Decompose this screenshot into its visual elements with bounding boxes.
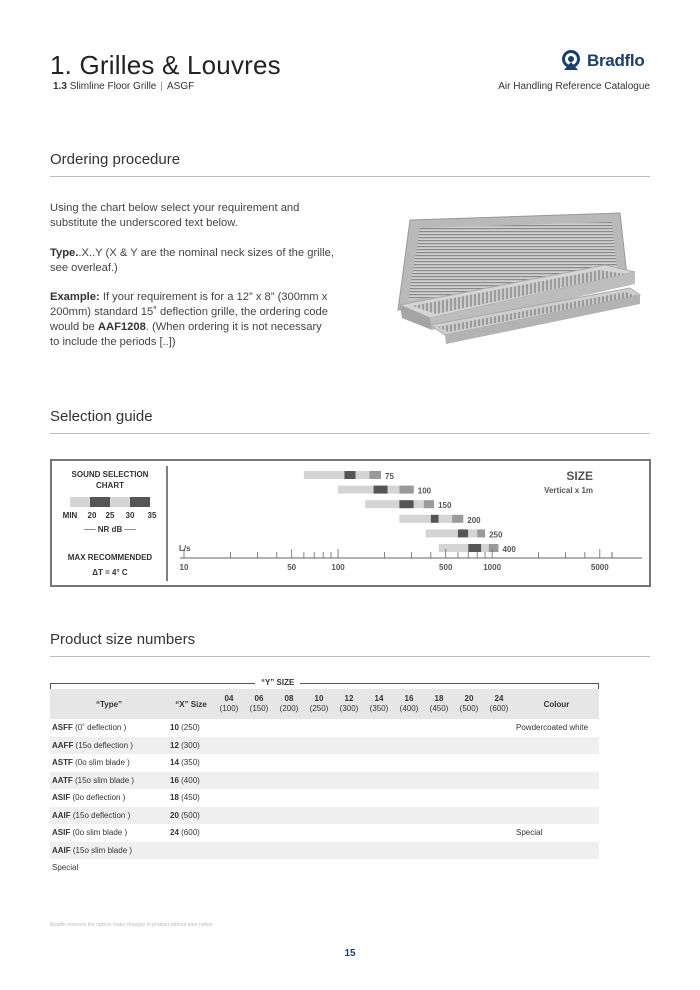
nr-label: 25 xyxy=(105,511,115,520)
y-cell xyxy=(364,737,394,755)
y-cell xyxy=(334,754,364,772)
y-cell xyxy=(244,789,274,807)
x-tick-label: 50 xyxy=(287,563,297,572)
bar-segment-250 xyxy=(468,529,477,537)
y-cell xyxy=(244,737,274,755)
nr-db-label: ── NR dB ── xyxy=(84,525,136,534)
colour-cell xyxy=(514,737,599,755)
y-cell xyxy=(394,737,424,755)
y-cell xyxy=(274,807,304,825)
y-cell xyxy=(424,754,454,772)
x-size-cell: 14 (350) xyxy=(170,758,200,768)
y-cell xyxy=(214,719,244,737)
y-cell xyxy=(424,842,454,860)
bar-segment-100 xyxy=(338,486,374,494)
col-x-size: “X” Size xyxy=(168,689,214,719)
y-cell xyxy=(214,789,244,807)
page-title: 1. Grilles & Louvres xyxy=(50,50,281,80)
type-cell: ASIF (0o deflection ) xyxy=(52,793,126,803)
bar-segment-75 xyxy=(344,471,355,479)
y-cell xyxy=(424,824,454,842)
bar-segment-400 xyxy=(468,544,481,552)
colour-cell xyxy=(514,842,599,860)
y-cell xyxy=(274,859,304,877)
y-cell xyxy=(454,859,484,877)
y-cell xyxy=(424,859,454,877)
y-cell xyxy=(304,789,334,807)
bar-segment-200 xyxy=(431,515,439,523)
y-cell xyxy=(424,772,454,790)
x-size-cell: 12 (300) xyxy=(168,737,214,755)
sound-selection-chart xyxy=(50,459,651,587)
y-cell xyxy=(274,842,304,860)
y-cell xyxy=(274,772,304,790)
y-cell xyxy=(454,719,484,737)
y-cell xyxy=(454,789,484,807)
bar-label: 250 xyxy=(489,530,503,540)
footer-note: Bradflo reserves the right to make changes to product without prior notice xyxy=(50,922,213,928)
table-row xyxy=(50,789,599,807)
col-y-size: 12 (300) xyxy=(334,689,364,719)
x-size-cell xyxy=(168,859,214,877)
bar-segment-150 xyxy=(365,500,399,508)
table-row xyxy=(50,719,599,737)
x-tick-label: 100 xyxy=(331,563,345,572)
ordering-heading: Ordering procedure xyxy=(50,151,650,177)
y-cell xyxy=(214,772,244,790)
bar-segment-100 xyxy=(388,486,400,494)
y-cell xyxy=(364,859,394,877)
y-cell xyxy=(304,772,334,790)
y-cell xyxy=(394,807,424,825)
colour-cell: Powdercoated white xyxy=(516,723,589,733)
table-row xyxy=(50,737,599,755)
y-cell xyxy=(244,807,274,825)
y-cell xyxy=(484,824,514,842)
table-row xyxy=(50,824,599,842)
col-y-size: 24 (600) xyxy=(484,689,514,719)
type-text: .X..Y (X & Y are the nominal neck sizes of the grille, see overleaf.) xyxy=(50,247,334,274)
col-y-size: 14 (350) xyxy=(364,689,394,719)
bar-label: 100 xyxy=(417,486,432,496)
bar-segment-250 xyxy=(477,529,485,537)
colour-cell xyxy=(514,754,599,772)
y-cell xyxy=(334,789,364,807)
bradflo-logo-icon xyxy=(560,50,582,72)
y-cell xyxy=(304,719,334,737)
example-label: Example: xyxy=(50,291,100,303)
y-cell xyxy=(364,789,394,807)
y-cell xyxy=(334,737,364,755)
y-cell xyxy=(274,824,304,842)
y-cell xyxy=(244,719,274,737)
brand-name: Bradflo xyxy=(587,51,645,70)
legend-swatch-30 xyxy=(130,497,150,507)
type-paragraph xyxy=(50,246,350,276)
y-cell xyxy=(274,789,304,807)
y-cell xyxy=(454,737,484,755)
col-type: “Type” xyxy=(50,689,168,719)
y-cell xyxy=(304,824,334,842)
y-cell xyxy=(274,754,304,772)
x-size-cell: 18 (450) xyxy=(170,793,200,803)
y-cell xyxy=(454,772,484,790)
x-tick-label: 500 xyxy=(439,563,453,572)
y-cell xyxy=(394,754,424,772)
y-cell xyxy=(364,842,394,860)
table-row xyxy=(50,807,599,825)
type-cell: Special xyxy=(52,863,79,873)
legend-title-1: SOUND SELECTION xyxy=(71,470,149,479)
bar-segment-250 xyxy=(458,529,468,537)
y-cell xyxy=(304,859,334,877)
col-colour: Colour xyxy=(514,689,599,719)
x-size-cell xyxy=(168,842,214,860)
example-text-2: . (When ordering it is not necessary to include the periods [..]) xyxy=(50,321,322,348)
colour-cell: Special xyxy=(516,828,543,838)
size-label: SIZE xyxy=(566,469,593,483)
bar-segment-75 xyxy=(370,471,381,479)
type-cell: ASTF (0o slim blade ) xyxy=(52,758,130,768)
y-cell xyxy=(244,772,274,790)
colour-cell xyxy=(514,772,599,790)
section-code: ASGF xyxy=(166,81,195,92)
page-number: 15 xyxy=(344,948,356,959)
bar-segment-100 xyxy=(399,486,413,494)
table-row xyxy=(50,842,599,860)
y-cell xyxy=(334,772,364,790)
bar-segment-400 xyxy=(481,544,488,552)
y-size-bracket xyxy=(50,678,599,688)
bar-segment-150 xyxy=(414,500,424,508)
section-name: Slimline Floor Grille xyxy=(69,81,157,92)
x-size-cell: 16 (400) xyxy=(168,772,214,790)
legend-swatch-min xyxy=(70,497,90,507)
type-cell: ASFF (0˚ deflection ) xyxy=(52,723,127,733)
type-cell: AAFF (15o deflection ) xyxy=(50,737,168,755)
y-cell xyxy=(304,754,334,772)
y-cell xyxy=(304,737,334,755)
y-cell xyxy=(364,754,394,772)
x-size-cell: 20 (500) xyxy=(168,807,214,825)
y-cell xyxy=(484,719,514,737)
bar-label: 75 xyxy=(385,472,394,481)
col-y-size: 10 (250) xyxy=(304,689,334,719)
y-cell xyxy=(214,737,244,755)
y-cell xyxy=(484,737,514,755)
y-cell xyxy=(394,859,424,877)
bar-segment-150 xyxy=(399,500,413,508)
bar-segment-75 xyxy=(356,471,370,479)
col-y-size: 18 (450) xyxy=(424,689,454,719)
legend-title-2: CHART xyxy=(96,481,124,490)
product-size-table xyxy=(50,689,599,877)
type-cell: AAIF (15o slim blade ) xyxy=(50,842,168,860)
delta-t-label: ΔT = 4° C xyxy=(92,568,128,577)
y-cell xyxy=(394,719,424,737)
table-row xyxy=(50,754,599,772)
y-cell xyxy=(214,824,244,842)
type-cell: AAIF (15o deflection ) xyxy=(50,807,168,825)
y-cell xyxy=(484,859,514,877)
y-cell xyxy=(364,719,394,737)
table-header xyxy=(50,689,599,719)
y-cell xyxy=(214,754,244,772)
y-cell xyxy=(304,807,334,825)
example-text-1: If your requirement is for a 12” x 8” (300mm x 200mm) standard 15˚ deflection grille, the ordering code would be xyxy=(50,291,328,333)
bar-segment-400 xyxy=(489,544,499,552)
bar-segment-150 xyxy=(424,500,434,508)
colour-cell xyxy=(514,807,599,825)
y-cell xyxy=(244,824,274,842)
type-label: Type. xyxy=(50,247,79,259)
x-tick-label: 5000 xyxy=(590,563,609,572)
nr-label: 20 xyxy=(87,511,97,520)
floor-grille-image xyxy=(390,210,650,350)
ordering-intro: Using the chart below select your requirement and substitute the underscored text below. xyxy=(50,202,300,229)
products-heading: Product size numbers xyxy=(50,631,650,657)
y-cell xyxy=(304,842,334,860)
x-size-cell: 10 (250) xyxy=(170,723,200,733)
bar-segment-75 xyxy=(304,471,345,479)
colour-cell xyxy=(514,789,599,807)
y-cell xyxy=(214,807,244,825)
example-paragraph xyxy=(50,290,330,350)
y-cell xyxy=(454,824,484,842)
y-cell xyxy=(484,807,514,825)
y-cell xyxy=(394,824,424,842)
catalogue-name: Air Handling Reference Catalogue xyxy=(498,81,650,92)
y-cell xyxy=(334,824,364,842)
brand-logo xyxy=(560,50,644,72)
col-y-size: 20 (500) xyxy=(454,689,484,719)
table-row xyxy=(50,859,599,877)
bar-label: 200 xyxy=(467,515,481,525)
x-size-cell: 24 (600) xyxy=(170,828,200,838)
section-number: 1.3 xyxy=(53,81,67,92)
y-cell xyxy=(274,737,304,755)
y-cell xyxy=(244,842,274,860)
y-cell xyxy=(394,842,424,860)
col-y-size: 06 (150) xyxy=(244,689,274,719)
bar-segment-200 xyxy=(399,515,430,523)
y-size-label: “Y” SIZE xyxy=(255,678,300,687)
nr-label: 30 xyxy=(125,511,135,520)
bar-segment-400 xyxy=(439,544,469,552)
section-subtitle: 1.3 Slimline Floor Grille | ASGF xyxy=(53,81,195,92)
bar-segment-100 xyxy=(374,486,388,494)
selection-heading: Selection guide xyxy=(50,408,650,434)
y-cell xyxy=(334,719,364,737)
y-cell xyxy=(424,719,454,737)
bar-label: 400 xyxy=(502,545,516,554)
col-y-size: 04 (100) xyxy=(214,689,244,719)
y-cell xyxy=(484,754,514,772)
bar-segment-250 xyxy=(426,529,458,537)
y-cell xyxy=(364,807,394,825)
max-recommended-label: MAX RECOMMENDED xyxy=(67,553,153,562)
nr-label: MIN xyxy=(62,511,78,520)
y-cell xyxy=(334,807,364,825)
y-cell xyxy=(454,754,484,772)
bar-label: 150 xyxy=(438,501,452,511)
x-tick-label: 10 xyxy=(179,563,189,572)
y-cell xyxy=(484,789,514,807)
legend-swatch-20 xyxy=(90,497,110,507)
type-cell: AATF (15o slim blade ) xyxy=(50,772,168,790)
y-cell xyxy=(424,807,454,825)
y-cell xyxy=(214,859,244,877)
y-cell xyxy=(244,859,274,877)
y-cell xyxy=(394,772,424,790)
y-cell xyxy=(364,824,394,842)
y-cell xyxy=(454,842,484,860)
bar-segment-200 xyxy=(439,515,452,523)
table-row xyxy=(50,772,599,790)
x-tick-label: 1000 xyxy=(483,563,502,572)
legend-swatch-25 xyxy=(110,497,130,507)
nr-label: 35 xyxy=(147,511,157,520)
colour-cell xyxy=(514,859,599,877)
col-y-size: 08 (200) xyxy=(274,689,304,719)
y-cell xyxy=(334,842,364,860)
y-cell xyxy=(394,789,424,807)
type-cell: ASIF (0o slim blade ) xyxy=(52,828,128,838)
y-cell xyxy=(424,789,454,807)
y-cell xyxy=(334,859,364,877)
y-cell xyxy=(484,842,514,860)
col-y-size: 16 (400) xyxy=(394,689,424,719)
bar-segment-200 xyxy=(452,515,463,523)
y-cell xyxy=(274,719,304,737)
example-code: AAF1208 xyxy=(97,321,146,333)
chart-canvas xyxy=(52,461,649,585)
y-cell xyxy=(364,772,394,790)
y-cell xyxy=(454,807,484,825)
y-cell xyxy=(484,772,514,790)
y-cell xyxy=(244,754,274,772)
ls-label: L/s xyxy=(179,544,191,553)
y-cell xyxy=(424,737,454,755)
y-cell xyxy=(214,842,244,860)
vertical-label: Vertical x 1m xyxy=(544,486,593,495)
